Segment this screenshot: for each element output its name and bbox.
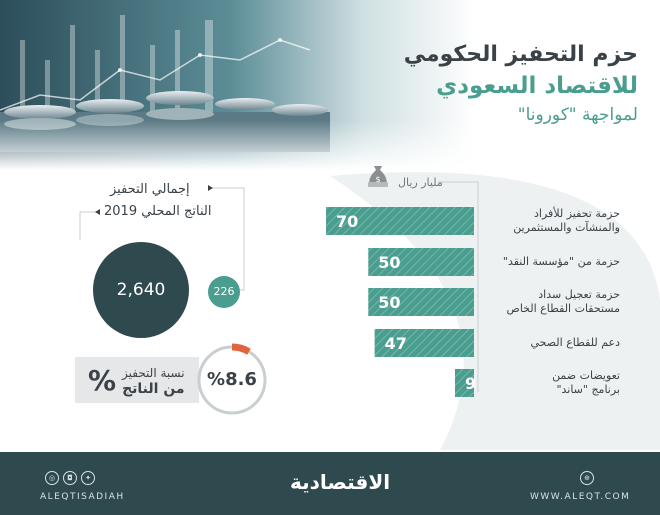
title-line-3: لمواجهة "كورونا" (517, 105, 638, 125)
ratio-label-line-2: من الناتج (122, 381, 185, 397)
bar-category-line: والمنشآت والمستثمرين (513, 221, 620, 234)
website-link[interactable]: WWW.ALEQT.COM (530, 492, 631, 502)
title-line-1: حزم التحفيز الحكومي (403, 42, 638, 67)
instagram-icon[interactable]: ◘ (63, 471, 77, 485)
globe-icon[interactable]: ⊕ (580, 471, 594, 485)
social-handle[interactable]: ALEQTISADIAH (40, 492, 125, 502)
bar-category-line: تعويضات ضمن (552, 369, 620, 382)
bar-value-label-0: 70 (336, 212, 359, 231)
brand-logo: الاقتصادية (290, 470, 391, 494)
bar-category-line: حزمة تعجيل سداد (538, 288, 620, 301)
bar-category-line: برنامج "ساند" (556, 383, 620, 396)
ratio-label-line-1: نسبة التحفيز (122, 366, 185, 380)
bar-category-line: مستحقات القطاع الخاص (506, 302, 620, 315)
title-line-2: للاقتصاد السعودي (436, 73, 638, 99)
svg-text:$: $ (375, 175, 381, 184)
bar-category-line: حزمة من "مؤسسة النقد" (502, 255, 620, 268)
bar-category-line: حزمة تحفيز للأفراد (534, 207, 620, 220)
total-stimulus-label: إجمالي التحفيز (110, 182, 190, 197)
bar-value-label-4: 9 (464, 374, 477, 393)
stimulus-circle: 226 (208, 276, 240, 308)
gdp-circle: 2,640 (93, 242, 189, 338)
twitter-icon[interactable]: ✦ (81, 471, 95, 485)
bar-value-label-1: 50 (378, 253, 401, 272)
globe-small-icon[interactable]: ◎ (45, 471, 59, 485)
bar-value-label-3: 47 (384, 334, 407, 353)
ratio-value: %8.6 (207, 369, 257, 390)
gdp-label: الناتج المحلي 2019 (104, 204, 212, 219)
percent-symbol: % (88, 364, 117, 397)
bar-category-line: دعم للقطاع الصحي (530, 336, 620, 349)
unit-label: مليار ريال (398, 176, 443, 189)
bar-value-label-2: 50 (378, 293, 401, 312)
